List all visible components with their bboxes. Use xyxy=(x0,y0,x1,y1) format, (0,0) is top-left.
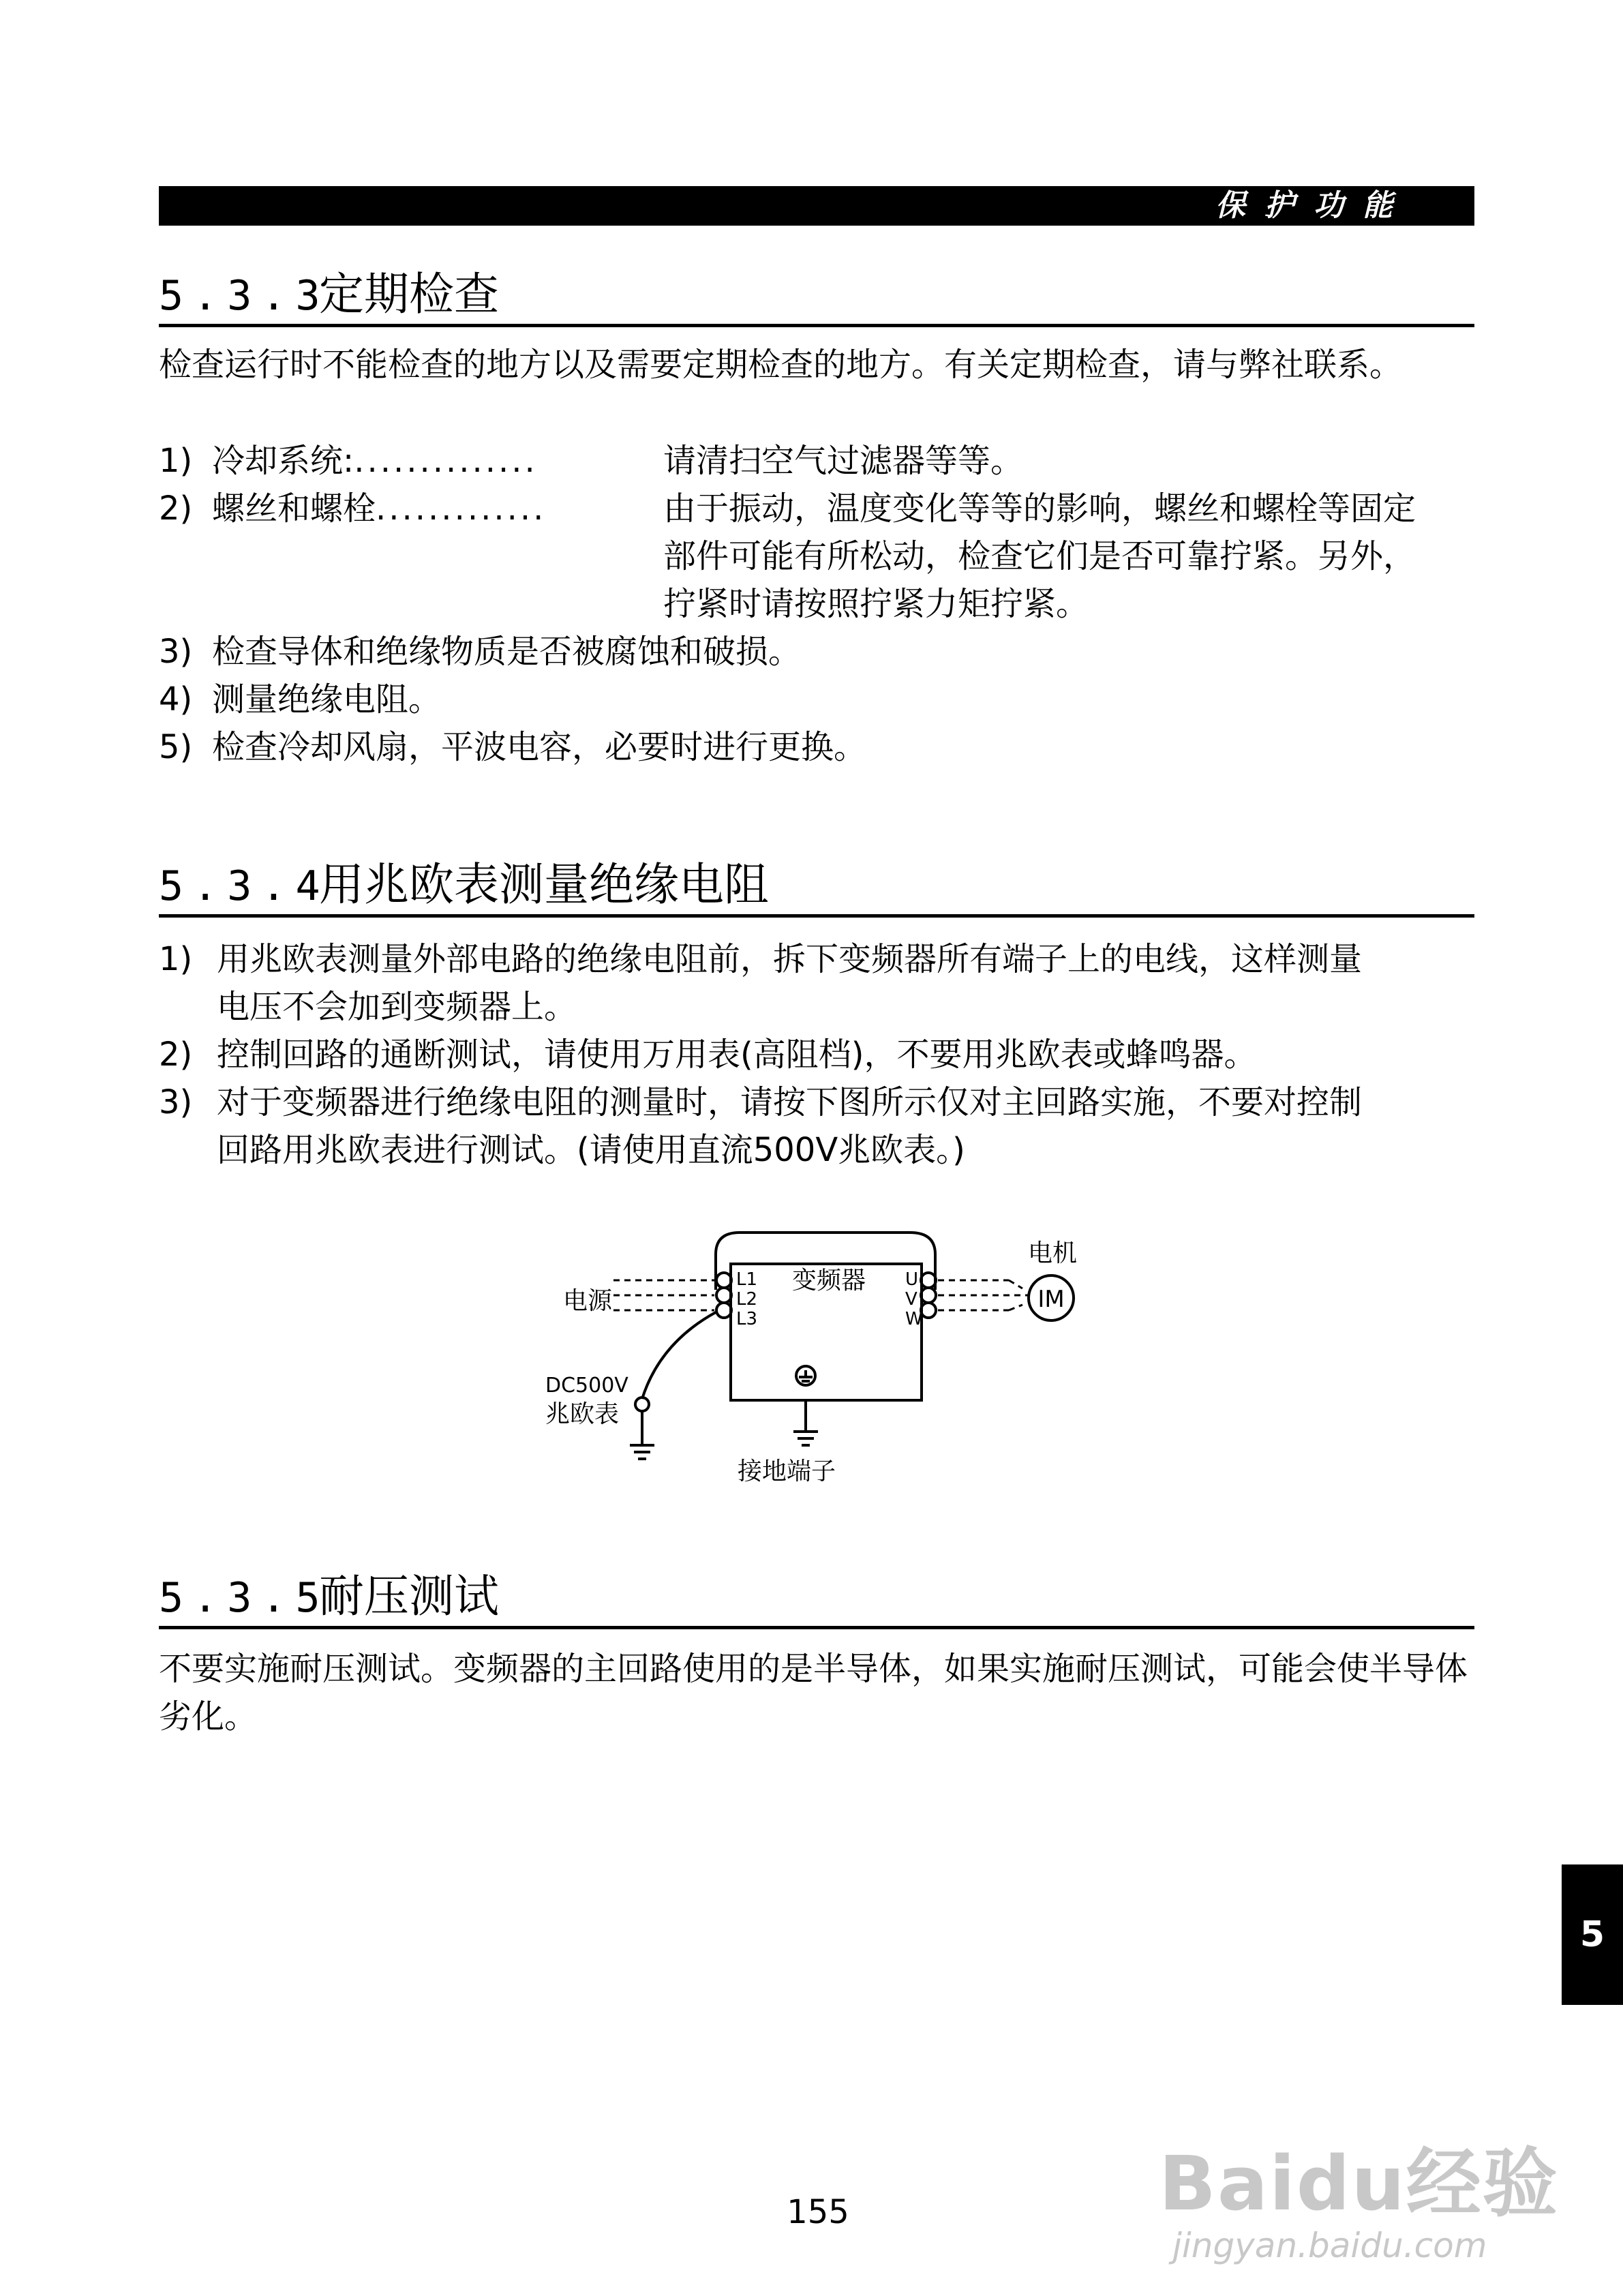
list-item: 2) xyxy=(159,1036,193,1074)
section-535-text: 不要实施耐压测试。变频器的主回路使用的是半导体，如果实施耐压测试，可能会使半导体劣化。 xyxy=(159,1650,1468,1736)
section-title: 用兆欧表测量绝缘电阻 xyxy=(319,858,769,911)
list-item-description: 请清扫空气过滤器等等。 xyxy=(663,442,1024,480)
terminal-u: U xyxy=(905,1269,919,1290)
inverter-label: 变频器 xyxy=(792,1267,866,1295)
terminal-l1: L1 xyxy=(736,1269,758,1290)
list-item: 4) 测量绝缘电阻。 xyxy=(159,680,442,719)
terminal-l2: L2 xyxy=(736,1289,758,1310)
megger-lead xyxy=(642,1312,716,1399)
list-item-text: 对于变频器进行绝缘电阻的测量时，请按下图所示仅对主回路实施，不要对控制 回路用兆欧表进行测试。(请使用直流500V兆欧表。) xyxy=(217,1083,1363,1169)
power-label: 电源 xyxy=(563,1287,613,1315)
section-535-heading xyxy=(159,1569,499,1625)
section-title: 耐压测试 xyxy=(319,1570,499,1622)
list-item: 5) 检查冷却风扇，平波电容，必要时进行更换。 xyxy=(159,728,867,766)
section-rule xyxy=(159,914,1474,918)
terminal-l3: L3 xyxy=(736,1309,758,1329)
watermark-brand: Baidu经验 xyxy=(1159,2140,1559,2227)
terminal-v: V xyxy=(905,1289,917,1310)
megger-label: 兆欧表 xyxy=(545,1400,620,1428)
baidu-watermark xyxy=(1159,2124,1559,2280)
section-533-intro: 检查运行时不能检查的地方以及需要定期检查的地方。有关定期检查，请与弊社联系。 xyxy=(159,346,1403,384)
list-item: 1) xyxy=(159,940,193,978)
megger-terminal xyxy=(635,1398,649,1411)
page-number: 155 xyxy=(787,2193,849,2231)
chapter-side-tab: 5 xyxy=(1562,1864,1623,2005)
watermark-url: jingyan.baidu.com xyxy=(1172,2226,1487,2265)
list-item: 3) 检查导体和绝缘物质是否被腐蚀和破损。 xyxy=(159,633,802,671)
section-number: 5.3.5 xyxy=(159,1574,330,1622)
motor-symbol: IM xyxy=(1037,1286,1065,1313)
section-rule xyxy=(159,324,1474,327)
list-item-description: 由于振动，温度变化等等的影响，螺丝和螺栓等固定 部件可能有所松动，检查它们是否可靠拧紧。另外， 拧紧时请按照拧紧力矩拧紧。 xyxy=(663,489,1416,623)
section-number: 5.3.3 xyxy=(159,272,330,320)
list-item: 1) 冷却系统:.............. xyxy=(159,442,538,480)
ground-terminal-label: 接地端子 xyxy=(738,1457,836,1485)
list-item: 3) xyxy=(159,1083,193,1121)
megger-voltage-label: DC500V xyxy=(545,1374,628,1398)
insulation-test-diagram xyxy=(532,1213,1104,1500)
terminal-w: W xyxy=(905,1309,923,1329)
list-item-text: 控制回路的通断测试，请使用万用表(高阻档)，不要用兆欧表或蜂鸣器。 xyxy=(217,1036,1257,1074)
chapter-header-bar xyxy=(159,186,1474,226)
list-item-text: 用兆欧表测量外部电路的绝缘电阻前，拆下变频器所有端子上的电线，这样测量 电压不会加到变频器上。 xyxy=(217,940,1363,1026)
section-rule xyxy=(159,1626,1474,1629)
list-item: 2) 螺丝和螺栓............. xyxy=(159,489,547,528)
section-title: 定期检查 xyxy=(319,268,499,320)
section-533-heading xyxy=(159,267,499,323)
motor-label: 电机 xyxy=(1028,1239,1078,1267)
section-534-heading xyxy=(159,858,769,913)
section-number: 5.3.4 xyxy=(159,862,330,910)
chapter-title: 保护功能 xyxy=(1215,188,1412,223)
